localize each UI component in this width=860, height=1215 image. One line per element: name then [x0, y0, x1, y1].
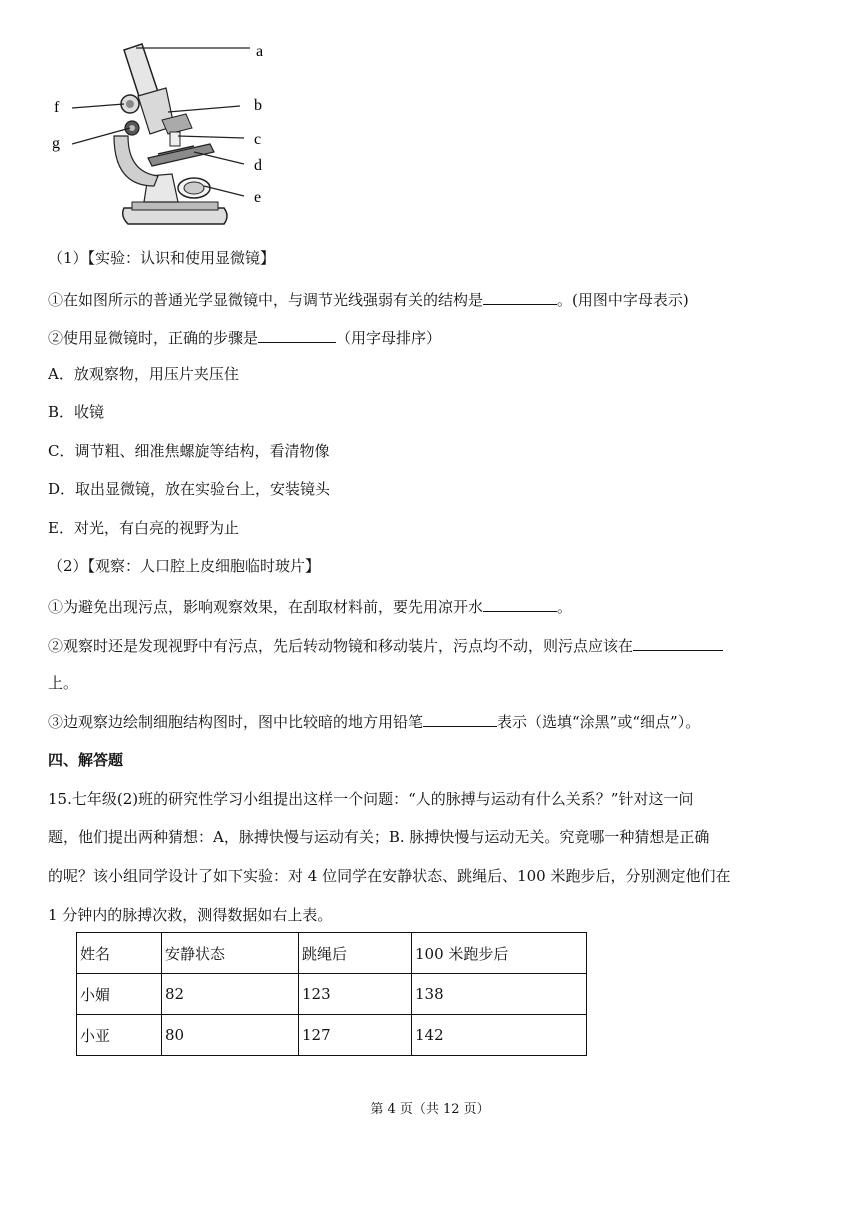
option-c: C．调节粗、细准焦螺旋等结构，看清物像 — [48, 442, 330, 460]
part1-question2 — [48, 326, 441, 348]
q15-line-3: 的呢？该小组同学设计了如下实验：对 4 位同学在安静状态、跳绳后、100 米跑步后，分别测定他们在 — [48, 867, 731, 885]
part1-question1 — [48, 288, 689, 310]
header-cell: 安静状态 — [162, 933, 299, 974]
part1-q2-text: ②使用显微镜时，正确的步骤是 — [48, 329, 259, 347]
part2-heading: （2）【观察：人口腔上皮细胞临时玻片】 — [48, 557, 321, 575]
answer-blank[interactable] — [633, 634, 723, 651]
part2-q1-suffix: 。 — [557, 598, 573, 616]
table-cell: 80 — [162, 1015, 299, 1056]
label-g: g — [52, 135, 60, 152]
answer-blank[interactable] — [483, 595, 557, 612]
table-cell: 小媚 — [77, 974, 162, 1015]
q15-line-1: 15.七年级(2)班的研究性学习小组提出这样一个问题：“人的脉搏与运动有什么关系？”针对这一问 — [48, 790, 694, 808]
q15-line-2: 题，他们提出两种猜想：A，脉搏快慢与运动有关；B. 脉搏快慢与运动无关。究竟哪一种猜想是正确 — [48, 828, 710, 846]
part2-q1-text: ①为避免出现污点，影响观察效果，在刮取材料前，要先用凉开水 — [48, 598, 484, 616]
label-a: a — [256, 43, 264, 60]
table-row — [77, 1015, 587, 1056]
table-cell: 138 — [412, 974, 587, 1015]
label-e: e — [254, 189, 262, 206]
table-cell: 142 — [412, 1015, 587, 1056]
pulse-table — [76, 932, 587, 1056]
part2-question3 — [48, 710, 700, 732]
part2-q2-text: ②观察时还是发现视野中有污点，先后转动物镜和移动装片，污点均不动，则污点应该在 — [48, 637, 634, 655]
part1-q2-suffix: （用字母排序） — [336, 329, 442, 347]
microscope-diagram — [44, 36, 284, 236]
part2-q3-suffix: 表示（选填“涂黑”或“细点”）。 — [497, 713, 701, 731]
header-cell: 100 米跑步后 — [412, 933, 587, 974]
page-footer: 第 4 页（共 12 页） — [370, 1102, 490, 1117]
label-c: c — [254, 131, 262, 148]
label-b: b — [254, 97, 262, 114]
option-b: B．收镜 — [48, 403, 105, 421]
label-d: d — [254, 157, 262, 174]
part2-question2 — [48, 634, 723, 656]
label-f: f — [54, 99, 60, 116]
q15-line-4: 1 分钟内的脉搏次救，测得数据如右上表。 — [48, 906, 333, 924]
option-e: E．对光，有白亮的视野为止 — [48, 519, 239, 537]
table-cell: 82 — [162, 974, 299, 1015]
header-cell: 姓名 — [77, 933, 162, 974]
table-cell: 127 — [299, 1015, 412, 1056]
part2-q3-text: ③边观察边绘制细胞结构图时，图中比较暗的地方用铅笔 — [48, 713, 424, 731]
answer-blank[interactable] — [483, 288, 557, 305]
option-a: A．放观察物，用压片夹压住 — [48, 365, 239, 383]
part1-heading: （1）【实验：认识和使用显微镜】 — [48, 249, 276, 267]
option-d: D．取出显微镜，放在实验台上，安装镜头 — [48, 480, 331, 498]
table-cell: 123 — [299, 974, 412, 1015]
table-cell: 小亚 — [77, 1015, 162, 1056]
part2-question1 — [48, 595, 572, 617]
part1-q1-text: ①在如图所示的普通光学显微镜中，与调节光线强弱有关的结构是 — [48, 291, 484, 309]
table-header-row — [77, 933, 587, 974]
table-row — [77, 974, 587, 1015]
header-cell: 跳绳后 — [299, 933, 412, 974]
part1-q1-suffix: 。(用图中字母表示) — [557, 291, 689, 309]
answer-blank[interactable] — [423, 710, 497, 727]
part2-q2-continuation: 上。 — [48, 674, 79, 692]
answer-blank[interactable] — [258, 326, 336, 343]
section-title: 四、解答题 — [48, 751, 124, 769]
